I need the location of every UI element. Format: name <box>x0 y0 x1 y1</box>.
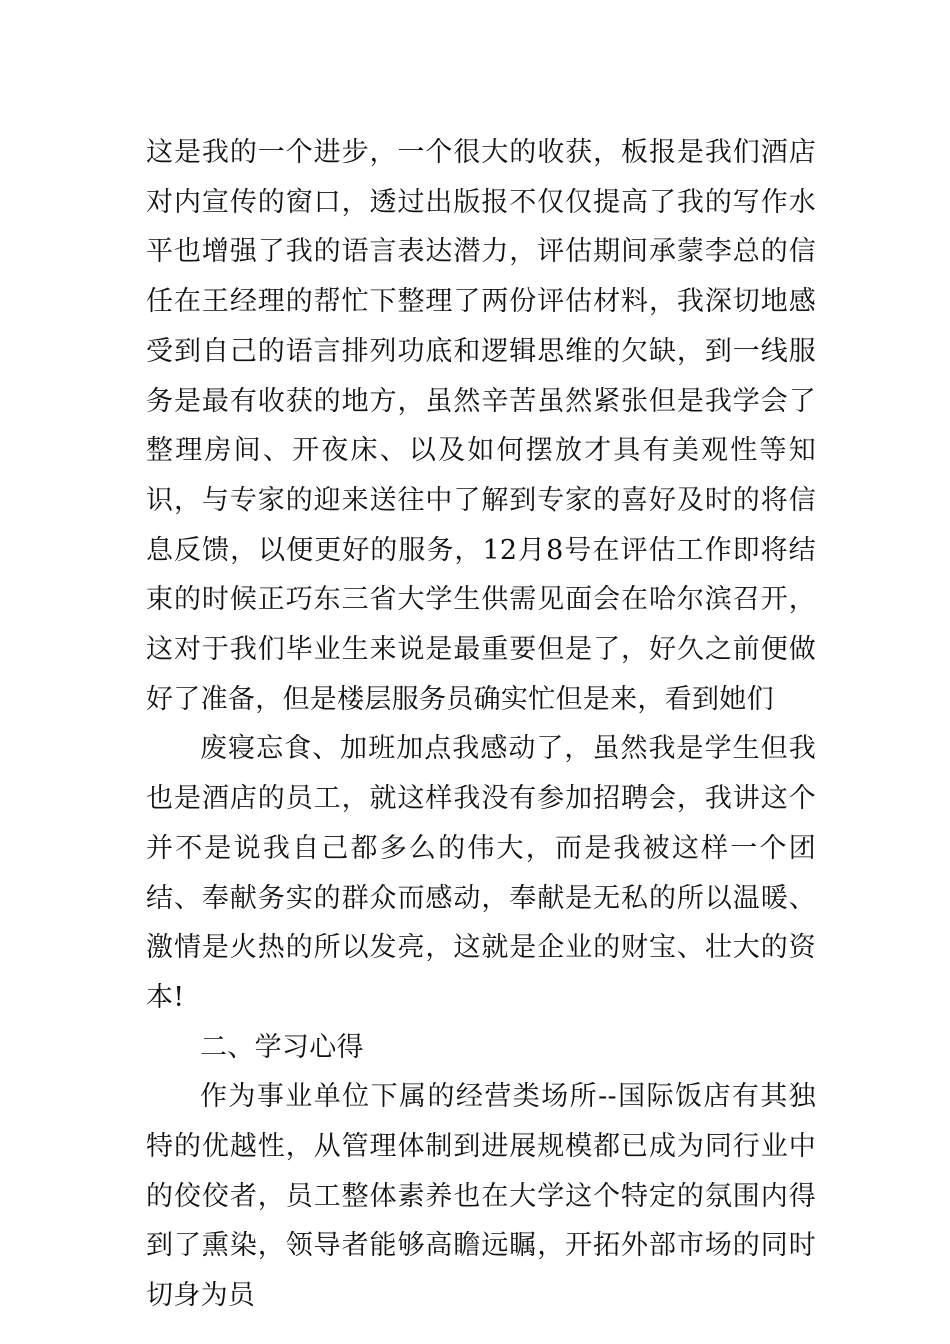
section-heading-study: 二、学习心得 <box>200 1031 364 1063</box>
document-body <box>146 128 816 1321</box>
paragraph-dedication: 废寝忘食、加班加点我感动了，虽然我是学生但我也是酒店的员工，就这样我没有参加招聘会，我讲这个并不是说我自己都多么的伟大，而是我被这样一个团结、奉献务实的群众而感动，奉献是无私的所以温暖、激情是火热的所以发亮，这就是企业的财宝、壮大的资本! <box>146 733 816 1013</box>
paragraph-hotel-advantages: 作为事业单位下属的经营类场所--国际饭店有其独特的优越性，从管理体制到进展规模都已成为同行业中的佼佼者，员工整体素养也在大学这个特定的氛围内得到了熏染，领导者能够高瞻远瞩，开拓外部市场的同时切身为员 <box>146 1081 816 1312</box>
paragraph-continuation: 这是我的一个进步，一个很大的收获，板报是我们酒店对内宣传的窗口，透过出版报不仅仅提高了我的写作水平也增强了我的语言表达潜力，评估期间承蒙李总的信任在王经理的帮忙下整理了两份评估材料，我深切地感受到自己的语言排列功底和逻辑思维的欠缺，到一线服务是最有收获的地方，虽然辛苦虽然紧张但是我学会了整理房间、开夜床、以及如何摆放才具有美观性等知识，与专家的迎来送往中了解到专家的喜好及时的将信息反馈，以便更好的服务，12月8号在评估工作即将结束的时候正巧东三省大学生供需见面会在哈尔滨召开，这对于我们毕业生来说是最重要但是了，好久之前便做好了准备，但是楼层服务员确实忙但是来，看到她们 <box>146 137 816 715</box>
